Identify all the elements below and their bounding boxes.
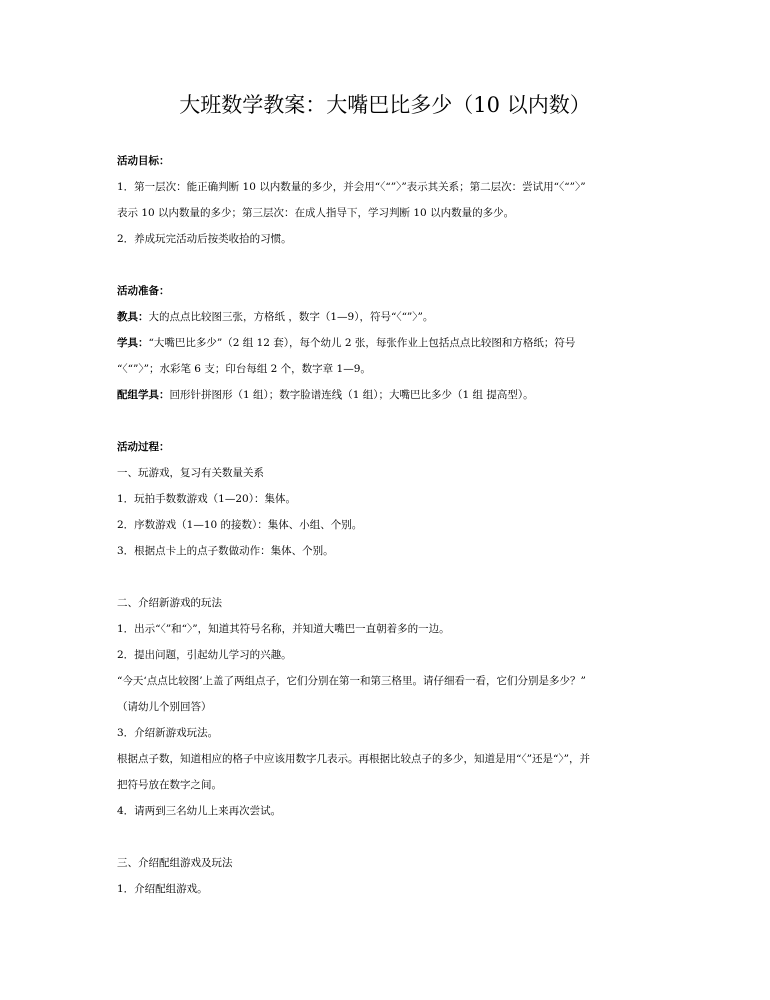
prep-heading: 活动准备： xyxy=(117,285,170,297)
part2-line: （请幼儿个别回答） xyxy=(117,701,212,713)
part1-line: 1．玩拍手数数游戏（1—20）：集体。 xyxy=(117,493,296,505)
page-title: 大班数学教案：大嘴巴比多少（10 以内数） xyxy=(179,93,591,117)
part3-line: 1．介绍配组游戏。 xyxy=(117,883,208,895)
prep-group-label: 配组学具： xyxy=(117,389,170,401)
process-heading: 活动过程： xyxy=(117,441,170,453)
goals-heading: 活动目标： xyxy=(117,155,170,167)
part1-line: 3．根据点卡上的点子数做动作：集体、个别。 xyxy=(117,545,334,557)
part2-heading: 二、介绍新游戏的玩法 xyxy=(117,597,222,609)
prep-student-line xyxy=(117,336,575,350)
prep-student-line-2: “〈“”〉”；水彩笔 6 支；印台每组 2 个，数字章 1—9。 xyxy=(117,363,371,375)
part2-line: 1．出示“〈”和“〉”，知道其符号名称，并知道大嘴巴一直朝着多的一边。 xyxy=(117,623,450,635)
part3-heading: 三、介绍配组游戏及玩法 xyxy=(117,857,233,869)
part1-heading: 一、玩游戏，复习有关数量关系 xyxy=(117,467,264,479)
goals-line: 1．第一层次：能正确判断 10 以内数量的多少，并会用“〈“”〉”表示其关系；第二层次：尝试用“〈“”〉” xyxy=(117,181,586,193)
part2-line: 根据点子数，知道相应的格子中应该用数字几表示。再根据比较点子的多少，知道是用“〈”还是“〉”，并 xyxy=(117,753,590,765)
part2-line: 2．提出问题，引起幼儿学习的兴趣。 xyxy=(117,649,292,661)
goals-line: 表示 10 以内数量的多少；第三层次：在成人指导下，学习判断 10 以内数量的多少。 xyxy=(117,207,515,219)
prep-group-line xyxy=(117,388,534,402)
part1-line: 2．序数游戏（1—10 的接数）：集体、小组、个别。 xyxy=(117,519,363,531)
part2-line: “今天‘点点比较图’上盖了两组点子，它们分别在第一和第三格里。请仔细看一看，它们分别是多少？” xyxy=(117,675,586,687)
part2-line: 3．介绍新游戏玩法。 xyxy=(117,727,219,739)
prep-teacher-label: 教具： xyxy=(117,311,149,323)
goals-line: 2．养成玩完活动后按类收拾的习惯。 xyxy=(117,233,292,245)
prep-student-label: 学具： xyxy=(117,337,149,349)
prep-student-text: “大嘴巴比多少”（2 组 12 套），每个幼儿 2 张，每张作业上包括点点比较图和方格纸；符号 xyxy=(148,337,576,349)
part2-line: 4．请两到三名幼儿上来再次尝试。 xyxy=(117,805,282,817)
prep-teacher-line xyxy=(117,310,433,324)
prep-teacher-text: 大的点点比较图三张，方格纸 ，数字（1—9），符号“〈“”〉”。 xyxy=(148,311,434,323)
part2-line: 把符号放在数字之间。 xyxy=(117,779,222,791)
prep-group-text: 回形针拼图形（1 组）；数字脸谱连线（1 组）；大嘴巴比多少（1 组 提高型）。 xyxy=(169,389,534,401)
